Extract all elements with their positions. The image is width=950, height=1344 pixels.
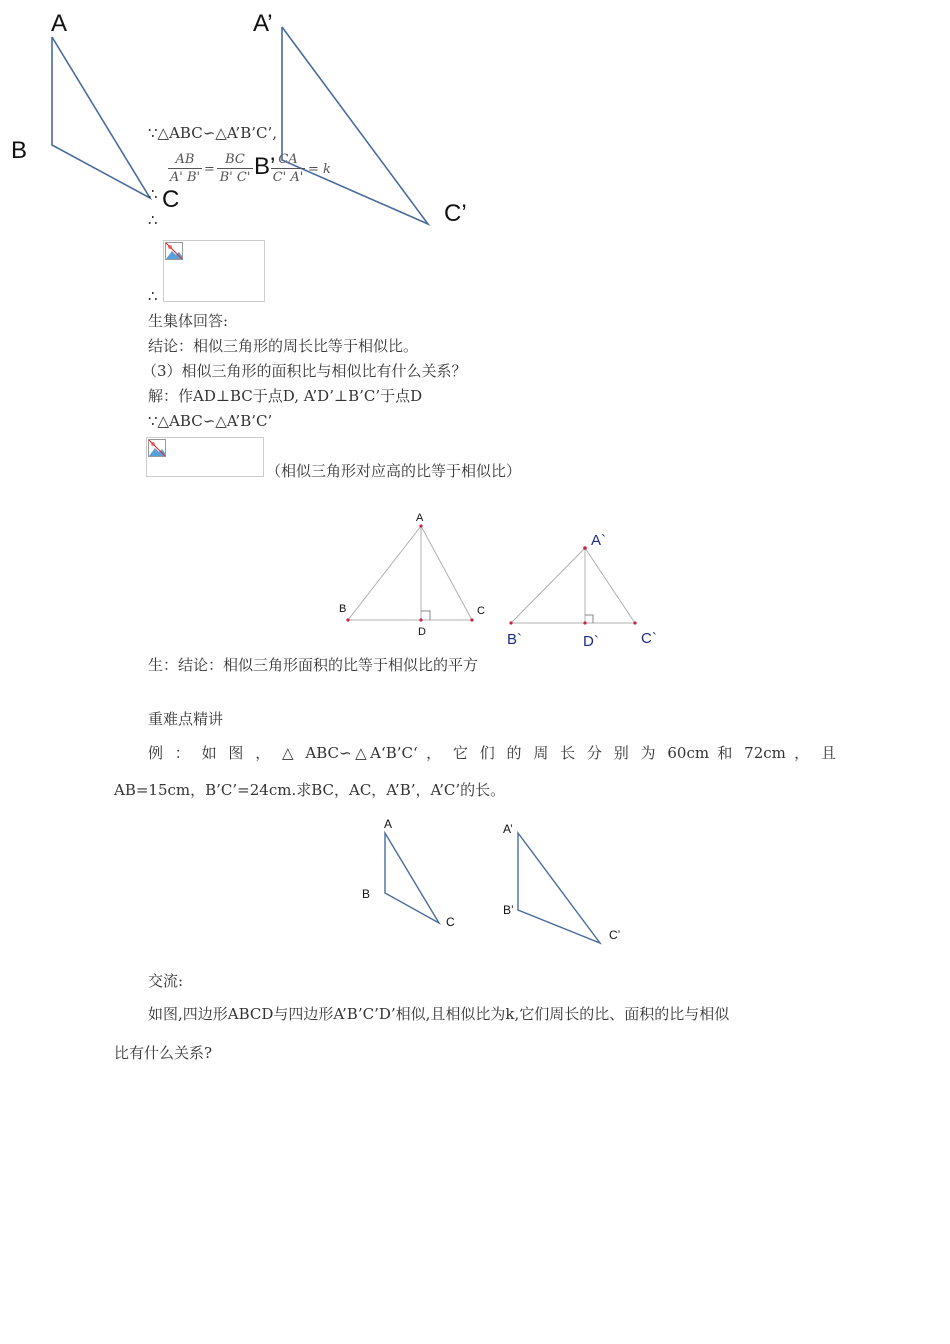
fraction-bc bbox=[217, 152, 253, 185]
solution-line: 解：作AD⊥BC于点D, A’D’⊥B’C’于点D bbox=[148, 387, 423, 405]
because-similar-line-2: ∵△ABC∽△A’B’C’ bbox=[148, 412, 273, 430]
right-angle-mark-right bbox=[585, 615, 593, 623]
equals-1: = bbox=[204, 162, 215, 177]
alt-right-label-b: B` bbox=[507, 631, 522, 648]
exchange-line-2: 比有什么关系? bbox=[114, 1044, 213, 1062]
fraction-bc-num: BC bbox=[225, 152, 245, 167]
triangle-a2b2c2-top bbox=[282, 27, 428, 224]
example-label-a-prime: A’ bbox=[503, 822, 513, 836]
image-placeholder-1 bbox=[163, 240, 265, 302]
broken-image-icon bbox=[148, 439, 166, 457]
fraction-ab bbox=[168, 152, 202, 185]
alt-right-label-a: A` bbox=[591, 532, 606, 549]
example-triangle-abc bbox=[385, 833, 439, 923]
example-line-1: 例 ： 如 图 ， △ ABC∽△A‘B’C‘ ， 它 们 的 周 长 分 别 为 60cm 和 72cm ， 且 bbox=[148, 744, 836, 762]
altitude-triangle-right bbox=[511, 548, 635, 623]
image-placeholder-2 bbox=[146, 437, 264, 477]
top-label-a-prime: A’ bbox=[253, 10, 273, 37]
example-label-c: C bbox=[446, 915, 455, 929]
top-label-b: B bbox=[11, 137, 28, 164]
key-points-heading: 重难点精讲 bbox=[148, 710, 224, 728]
alt-right-label-c: C` bbox=[641, 630, 657, 647]
height-ratio-note: （相似三角形对应高的比等于相似比） bbox=[266, 462, 522, 480]
exchange-heading: 交流: bbox=[148, 972, 184, 990]
fraction-bc-den: B' C' bbox=[219, 170, 251, 185]
fraction-ca-den: C' A' bbox=[272, 170, 304, 185]
alt-left-label-b: B bbox=[339, 603, 347, 615]
fraction-ab-num: AB bbox=[175, 152, 195, 167]
example-label-a: A bbox=[384, 817, 393, 831]
example-line-2: AB=15cm，B’C’=24cm.求BC，AC，A’B’，A’C’的长。 bbox=[114, 781, 506, 799]
students-answer: 生集体回答: bbox=[148, 312, 229, 330]
altitude-triangles-figure bbox=[0, 510, 950, 660]
top-triangles-figure bbox=[0, 0, 950, 240]
fraction-ca bbox=[271, 152, 305, 185]
question-3: （3）相似三角形的面积比与相似比有什么关系？ bbox=[142, 362, 467, 380]
right-angle-mark-left bbox=[421, 611, 430, 620]
altitude-triangle-left bbox=[348, 526, 472, 620]
top-label-b-prime: B’ bbox=[254, 153, 276, 180]
alt-left-label-c: C bbox=[477, 605, 485, 617]
conclusion-perimeter: 结论：相似三角形的周长比等于相似比。 bbox=[148, 337, 419, 355]
fraction-ca-num: CA bbox=[278, 152, 298, 167]
top-label-c: C bbox=[162, 186, 180, 213]
alt-left-label-a: A bbox=[416, 512, 424, 524]
example-triangles-figure bbox=[0, 820, 950, 960]
example-triangle-a2b2c2 bbox=[518, 833, 600, 943]
student-conclusion: 生：结论：相似三角形面积的比等于相似比的平方 bbox=[148, 656, 479, 674]
therefore-symbol-2: ∴ bbox=[148, 211, 158, 229]
top-label-c-prime: C’ bbox=[444, 200, 467, 227]
therefore-symbol-1: ∴ bbox=[148, 185, 158, 203]
therefore-symbol-3: ∴ bbox=[148, 287, 158, 305]
example-label-b-prime: B’ bbox=[503, 903, 514, 917]
top-label-a: A bbox=[51, 10, 68, 37]
alt-right-label-d: D` bbox=[583, 633, 599, 650]
exchange-line-1: 如图,四边形ABCD与四边形A’B’C’D’相似,且相似比为k,它们周长的比、面积的比与相似 bbox=[148, 1005, 730, 1023]
fraction-ab-den: A' B' bbox=[169, 170, 201, 185]
broken-image-icon bbox=[165, 242, 183, 260]
equals-k: = k bbox=[308, 162, 331, 177]
alt-left-label-d: D bbox=[418, 626, 426, 638]
triangle-abc-top bbox=[52, 37, 150, 198]
example-label-c-prime: C’ bbox=[609, 928, 621, 942]
because-similar-line: ∵△ABC∽△A’B’C’, bbox=[148, 124, 277, 142]
example-label-b: B bbox=[362, 887, 371, 901]
